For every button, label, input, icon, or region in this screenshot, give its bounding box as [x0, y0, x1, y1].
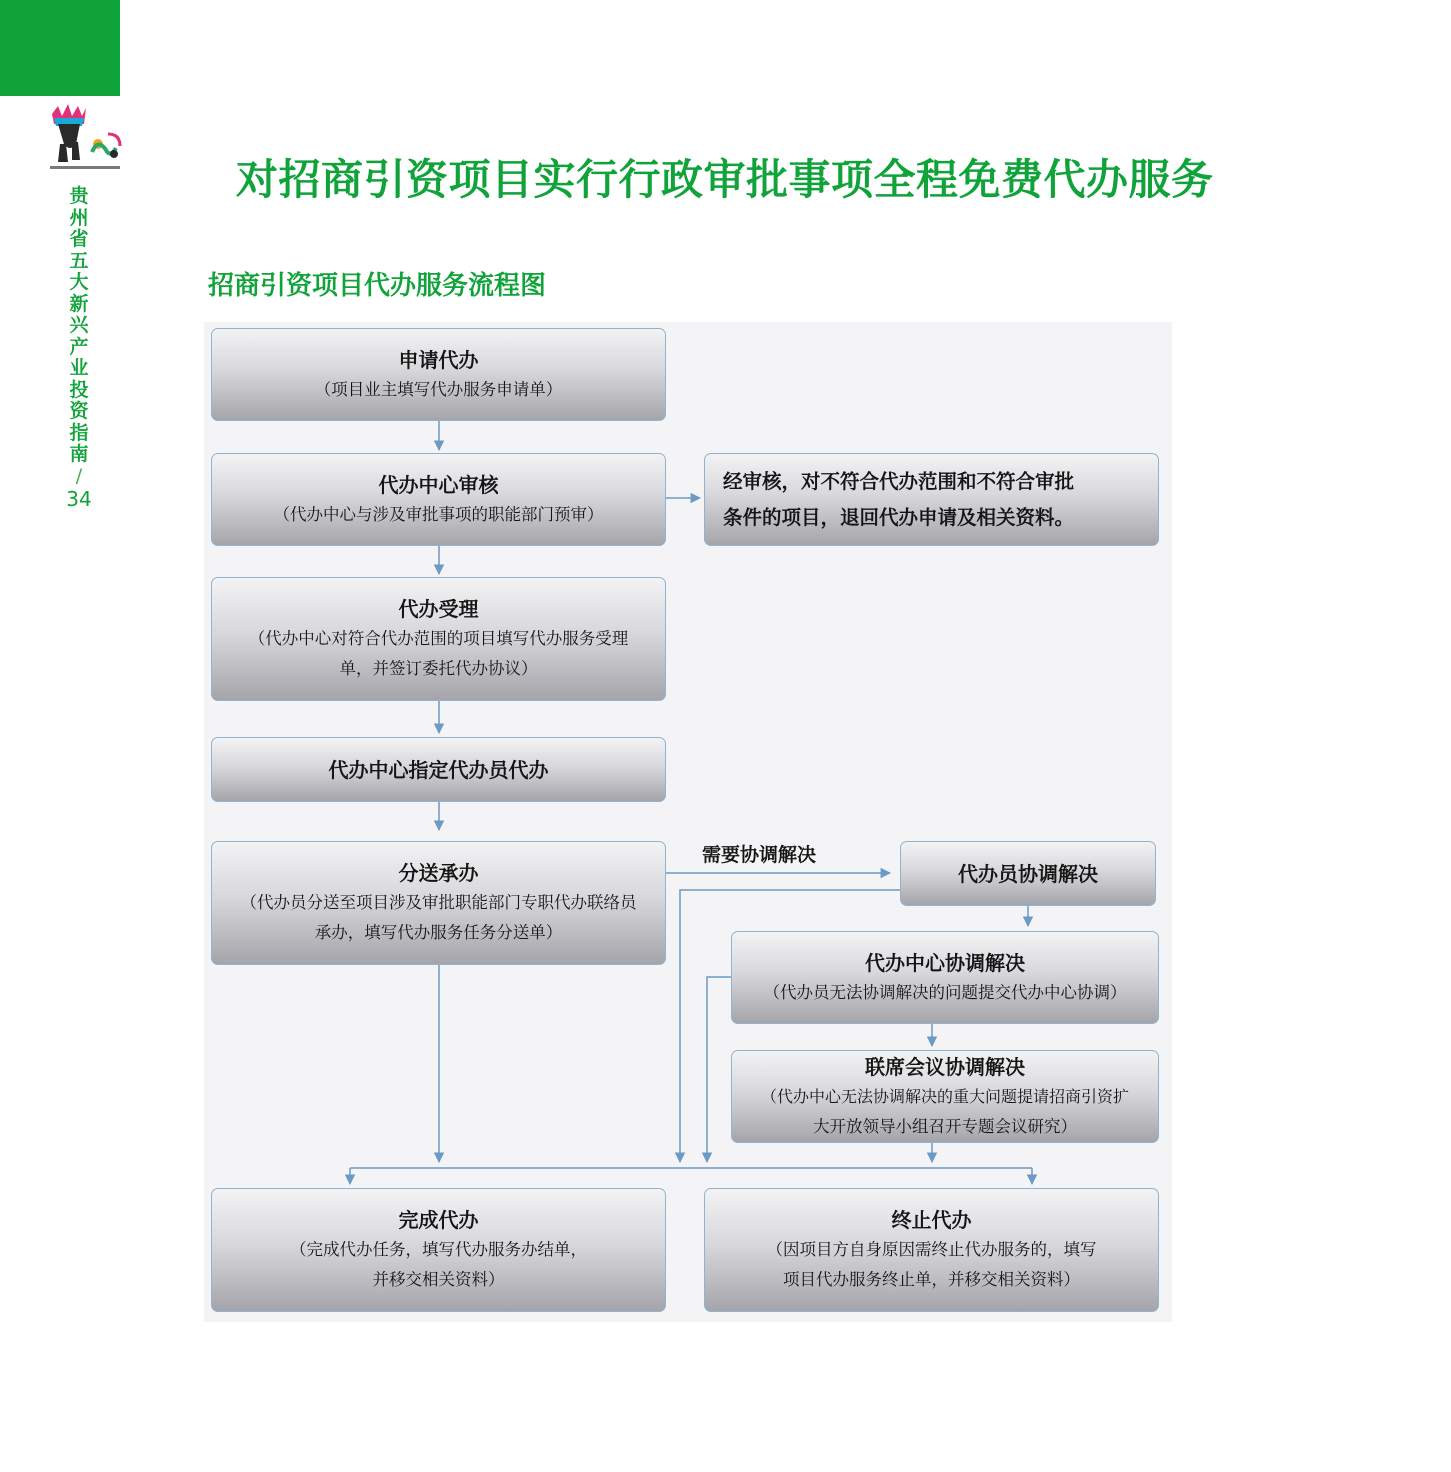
arrow-center-return — [707, 977, 731, 1162]
node-complete — [211, 1188, 666, 1312]
sidebar-guide-title: 贵州省五大新兴产业投资指南 — [69, 185, 89, 465]
node-center-coord-title: 代办中心协调解决 — [865, 950, 1025, 975]
node-center-coord-desc: （代办员无法协调解决的问题提交代办中心协调） — [763, 982, 1127, 1002]
node-terminate-title: 终止代办 — [891, 1208, 972, 1232]
node-assign — [211, 737, 666, 802]
node-reject — [704, 453, 1159, 546]
sidebar-separator: / — [75, 464, 83, 487]
node-accept — [211, 577, 666, 701]
node-review-desc: （代办中心与涉及审批事项的职能部门预审） — [273, 504, 604, 524]
node-dispatch-title: 分送承办 — [398, 861, 479, 885]
node-accept-title: 代办受理 — [398, 597, 479, 621]
node-joint-coord-desc1: （代办中心无法协调解决的重大问题提请招商引资扩 — [760, 1086, 1129, 1106]
page-title: 对招商引资项目实行行政审批事项全程免费代办服务 — [236, 155, 1214, 204]
node-assign-title: 代办中心指定代办员代办 — [328, 757, 549, 782]
node-complete-desc2: 并移交相关资料） — [372, 1270, 505, 1289]
node-agent-coord — [900, 841, 1156, 906]
node-joint-coord-title: 联席会议协调解决 — [865, 1054, 1025, 1079]
node-review — [211, 453, 666, 546]
node-dispatch — [211, 841, 666, 965]
node-accept-desc1: （代办中心对符合代办范围的项目填写代办服务受理 — [248, 629, 629, 648]
node-reject-line1: 经审核，对不符合代办范围和不符合审批 — [723, 469, 1075, 493]
node-center-coord — [731, 931, 1159, 1024]
flowchart-title: 招商引资项目代办服务流程图 — [208, 271, 547, 301]
node-joint-coord-desc2: 大开放领导小组召开专题会议研究） — [813, 1116, 1077, 1136]
node-complete-desc1: （完成代办任务，填写代办服务办结单， — [290, 1240, 587, 1259]
node-joint-coord — [731, 1050, 1159, 1143]
edge-label-coordinate: 需要协调解决 — [702, 844, 817, 866]
node-apply-title: 申请代办 — [398, 347, 479, 372]
node-accept-desc2: 单，并签订委托代办协议） — [339, 659, 538, 678]
node-apply-desc: （项目业主填写代办服务申请单） — [314, 379, 563, 399]
node-terminate-desc2: 项目代办服务终止单，并移交相关资料） — [783, 1270, 1080, 1289]
node-complete-title: 完成代办 — [398, 1208, 479, 1232]
node-dispatch-desc1: （代办员分送至项目涉及审批职能部门专职代办联络员 — [240, 893, 637, 912]
node-review-title: 代办中心审核 — [378, 472, 499, 497]
node-reject-line2: 条件的项目，退回代办申请及相关资料。 — [723, 505, 1075, 529]
node-terminate-desc1: （因项目方自身原因需终止代办服务的，填写 — [766, 1240, 1097, 1259]
node-apply — [211, 328, 666, 421]
node-terminate — [704, 1188, 1159, 1312]
page-number: 34 — [66, 487, 92, 511]
node-dispatch-desc2: 承办，填写代办服务任务分送单） — [314, 923, 563, 942]
node-agent-coord-title: 代办员协调解决 — [958, 861, 1098, 886]
